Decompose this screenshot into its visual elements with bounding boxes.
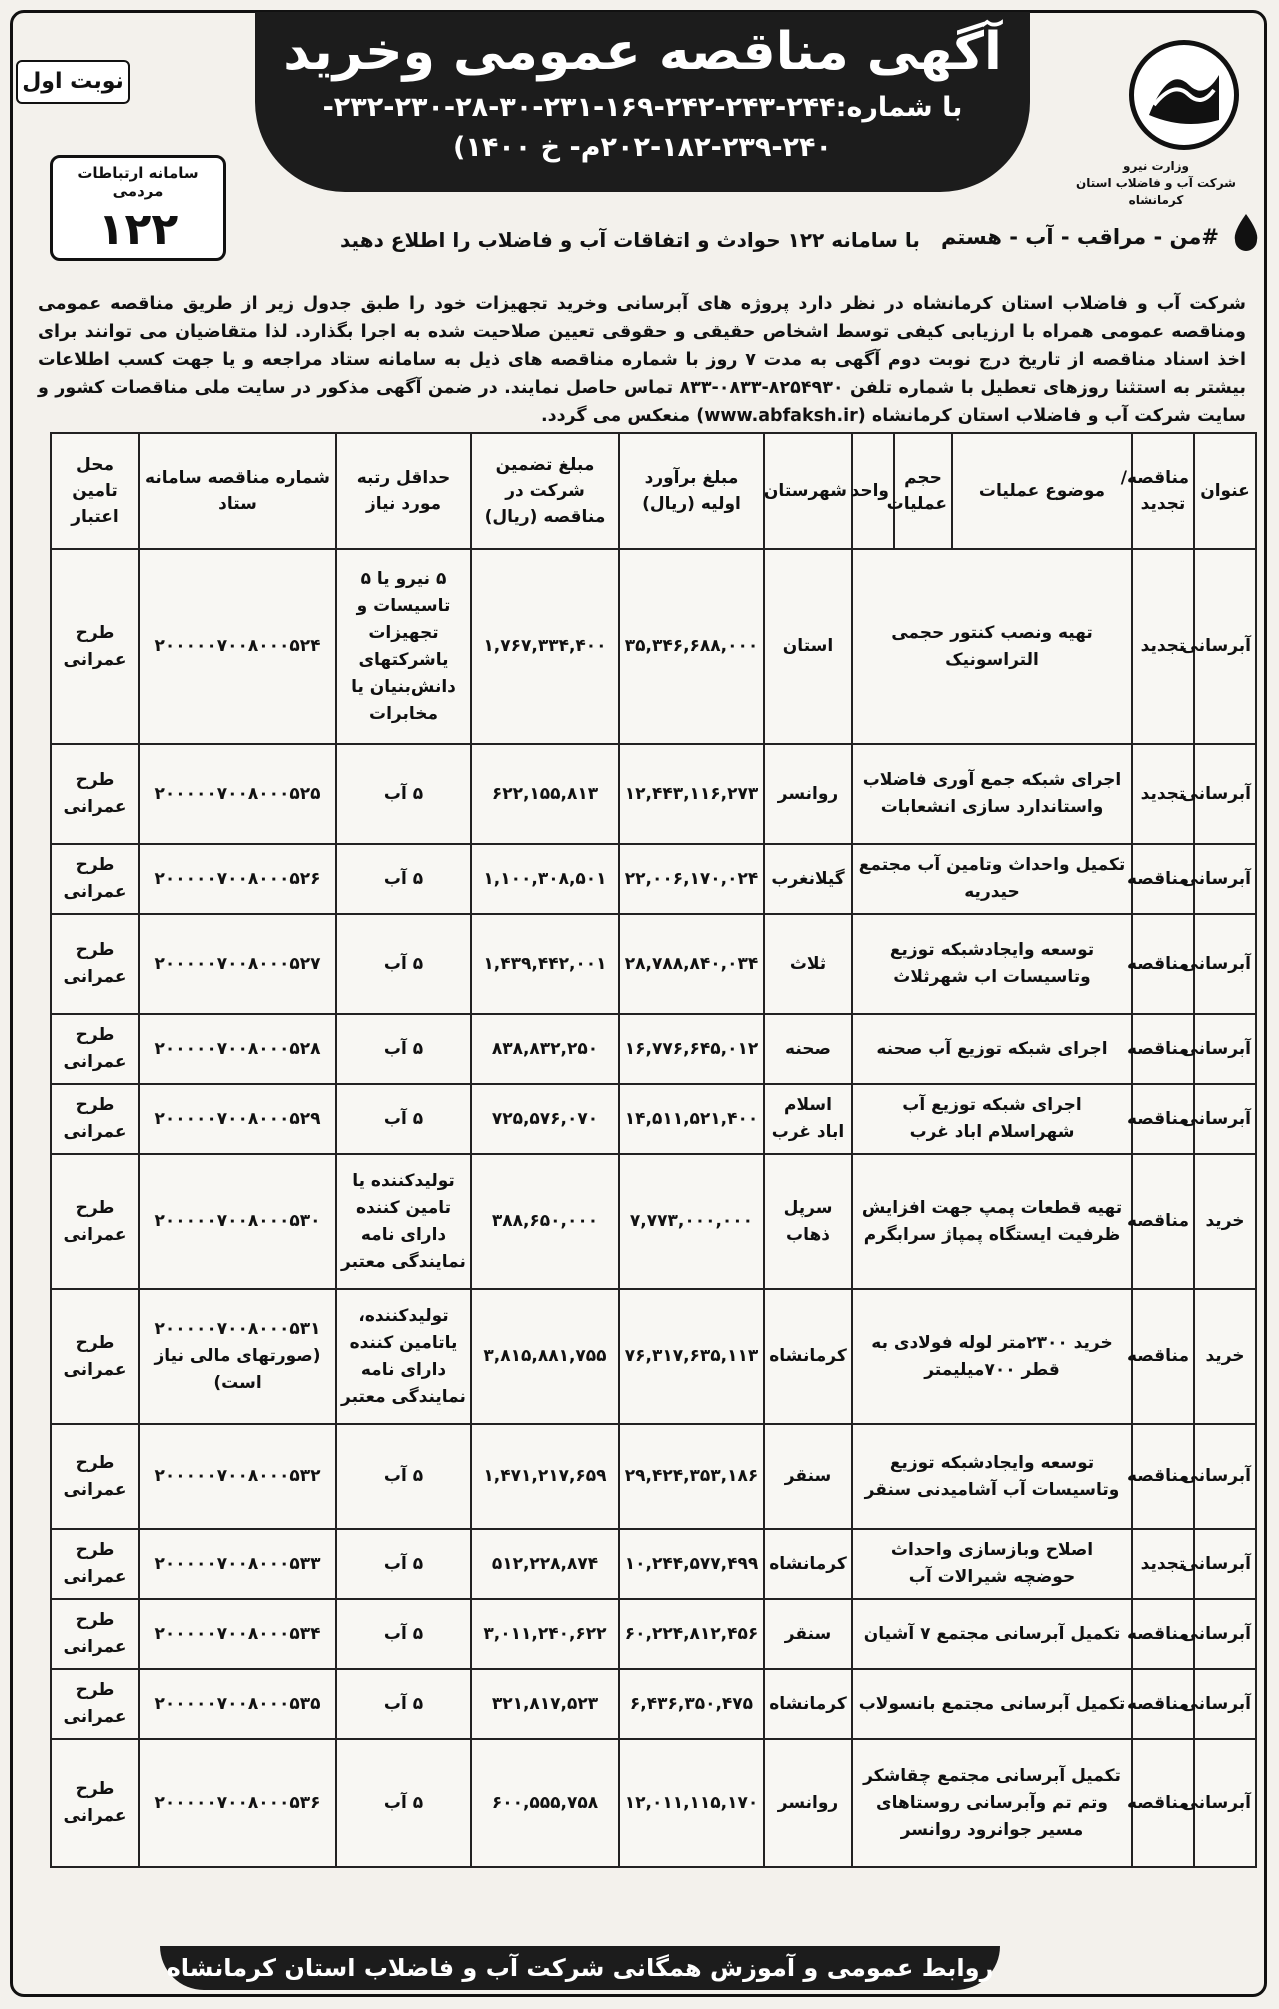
table-cell-city: صحنه [764, 1014, 852, 1084]
table-cell-title: آبرسانی [1194, 1739, 1256, 1867]
table-cell-title: آبرسانی [1194, 1669, 1256, 1739]
table-cell-type: تجدید [1132, 549, 1194, 744]
table-cell-type: مناقصه [1132, 1084, 1194, 1154]
table-cell-fund: طرح عمرانی [51, 1669, 139, 1739]
table-cell-number: ۲۰۰۰۰۰۷۰۰۸۰۰۰۵۳۰ [139, 1154, 336, 1289]
hashtag: #من - مراقب - آب - هستم [940, 225, 1219, 249]
table-cell-city: استان [764, 549, 852, 744]
table-cell-type: تجدید [1132, 1529, 1194, 1599]
table-cell-subject: تکمیل آبرسانی مجتمع ۷ آشیان [852, 1599, 1132, 1669]
table-cell-rank: ۵ آب [336, 1424, 471, 1529]
table-cell-title: خرید [1194, 1154, 1256, 1289]
table-cell-estimate: ۲۸,۷۸۸,۸۴۰,۰۳۴ [619, 914, 764, 1014]
hotline-label: سامانه ارتباطات مردمی [77, 164, 199, 200]
table-cell-number: ۲۰۰۰۰۰۷۰۰۸۰۰۰۵۲۷ [139, 914, 336, 1014]
table-row [51, 914, 1256, 1014]
water-drop-icon [1231, 212, 1261, 252]
hotline-badge [50, 155, 226, 261]
intro-paragraph: شرکت آب و فاضلاب استان کرمانشاه در نظر دارد پروژه های آبرسانی وخرید تجهیزات خود را طبق جدول زیر از طریق مناقصه عمومی ومناقصه عمومی همراه با ارزیابی کیفی توسط اشخاص حقیقی و حقوقی تعیین صلاحیت شده به اجرا بگذارد. لذا متقاضیان می توانند برای اخذ اسناد مناقصه از تاریخ درج نوبت دوم آگهی به مدت ۷ روز با شماره مناقصه های ذیل به سامانه ستاد مراجعه و یا جهت کسب اطلاعات بیشتر به استثنا روزهای تعطیل با شماره تلفن ۸۲۵۴۹۳۰-۰۸۳۳-۸۳۳ تماس حاصل نمایند. در ضمن آگهی مذکور در سایت ملی مناقصات کشور و سایت شرکت آب و فاضلاب استان کرمانشاه (www.abfaksh.ir) منعکس می گردد. [38, 294, 1247, 426]
table-cell-fund: طرح عمرانی [51, 914, 139, 1014]
table-cell-number: ۲۰۰۰۰۰۷۰۰۸۰۰۰۵۲۹ [139, 1084, 336, 1154]
ministry-name: وزارت نیرو [1123, 159, 1189, 173]
table-cell-number: ۲۰۰۰۰۰۷۰۰۸۰۰۰۵۳۴ [139, 1599, 336, 1669]
table-cell-title: آبرسانی [1194, 844, 1256, 914]
table-cell-estimate: ۱۴,۵۱۱,۵۲۱,۴۰۰ [619, 1084, 764, 1154]
table-cell-fund: طرح عمرانی [51, 1014, 139, 1084]
table-cell-title: آبرسانی [1194, 914, 1256, 1014]
table-cell-subject: اصلاح وبازسازی واحداث حوضچه شیرالات آب [852, 1529, 1132, 1599]
table-cell-fund: طرح عمرانی [51, 844, 139, 914]
table-cell-type: مناقصه [1132, 1424, 1194, 1529]
table-cell-rank: ۵ آب [336, 1084, 471, 1154]
company-name: شرکت آب و فاضلاب استان کرمانشاه [1076, 176, 1236, 207]
table-cell-estimate: ۷۶,۳۱۷,۶۳۵,۱۱۳ [619, 1289, 764, 1424]
table-cell-rank: تولیدکننده، یاتامین کننده دارای نامه نمایندگی معتبر [336, 1289, 471, 1424]
table-cell-fund: طرح عمرانی [51, 1289, 139, 1424]
table-cell-city: کرمانشاه [764, 1669, 852, 1739]
table-cell-number: ۲۰۰۰۰۰۷۰۰۸۰۰۰۵۳۶ [139, 1739, 336, 1867]
table-cell-title: خرید [1194, 1289, 1256, 1424]
table-row [51, 1014, 1256, 1084]
table-row [51, 1529, 1256, 1599]
table-row [51, 549, 1256, 744]
table-cell-type: مناقصه [1132, 1739, 1194, 1867]
table-cell-guarantee: ۶۲۲,۱۵۵,۸۱۳ [471, 744, 619, 844]
table-header-cell: شماره مناقصه سامانه ستاد [139, 433, 336, 549]
table-row [51, 844, 1256, 914]
table-cell-fund: طرح عمرانی [51, 744, 139, 844]
page-title: آگهی مناقصه عمومی وخرید [283, 22, 1002, 82]
table-cell-rank: ۵ آب [336, 1739, 471, 1867]
table-header-cell: موضوع عملیات [952, 433, 1132, 549]
table-cell-subject: تکمیل واحداث وتامین آب مجتمع حیدریه [852, 844, 1132, 914]
table-cell-number: ۲۰۰۰۰۰۷۰۰۸۰۰۰۵۳۵ [139, 1669, 336, 1739]
table-cell-number: ۲۰۰۰۰۰۷۰۰۸۰۰۰۵۲۸ [139, 1014, 336, 1084]
round-label: نوبت اول [16, 60, 130, 104]
table-cell-rank: تولیدکننده یا تامین کننده دارای نامه نمایندگی معتبر [336, 1154, 471, 1289]
table-cell-estimate: ۱۰,۲۴۴,۵۷۷,۴۹۹ [619, 1529, 764, 1599]
table-cell-title: آبرسانی [1194, 744, 1256, 844]
table-cell-rank: ۵ آب [336, 914, 471, 1014]
table-cell-number: ۲۰۰۰۰۰۷۰۰۸۰۰۰۵۲۴ [139, 549, 336, 744]
table-cell-city: سنقر [764, 1599, 852, 1669]
table-cell-city: کرمانشاه [764, 1289, 852, 1424]
table-cell-fund: طرح عمرانی [51, 1599, 139, 1669]
table-cell-subject: تکمیل آبرسانی مجتمع چقاشکر وتم تم وآبرسانی روستاهای مسیر جوانرود روانسر [852, 1739, 1132, 1867]
table-cell-subject: تهیه قطعات پمپ جهت افزایش ظرفیت ایستگاه پمپاژ سرابگرم [852, 1154, 1132, 1289]
table-cell-guarantee: ۵۱۲,۲۲۸,۸۷۴ [471, 1529, 619, 1599]
table-cell-city: کرمانشاه [764, 1529, 852, 1599]
table-cell-title: آبرسانی [1194, 1084, 1256, 1154]
table-cell-guarantee: ۱,۱۰۰,۳۰۸,۵۰۱ [471, 844, 619, 914]
table-row [51, 1599, 1256, 1669]
table-cell-fund: طرح عمرانی [51, 1154, 139, 1289]
table-cell-guarantee: ۳,۸۱۵,۸۸۱,۷۵۵ [471, 1289, 619, 1424]
table-header-cell: واحد [852, 433, 894, 549]
table-cell-type: تجدید [1132, 744, 1194, 844]
logo-caption [1051, 158, 1261, 209]
table-cell-estimate: ۱۲,۴۴۳,۱۱۶,۲۷۳ [619, 744, 764, 844]
table-cell-city: ثلاث [764, 914, 852, 1014]
table-cell-subject: اجرای شبکه توزیع آب شهراسلام اباد غرب [852, 1084, 1132, 1154]
table-cell-subject: توسعه وایجادشبکه توزیع وتاسیسات اب شهرثلاث [852, 914, 1132, 1014]
table-cell-city: اسلام اباد غرب [764, 1084, 852, 1154]
table-cell-city: سرپل ذهاب [764, 1154, 852, 1289]
table-row [51, 1289, 1256, 1424]
table-cell-title: آبرسانی [1194, 1424, 1256, 1529]
table-row [51, 1669, 1256, 1739]
table-cell-rank: ۵ نیرو یا ۵ تاسیسات و تجهیزات یاشرکتهای دانش‌بنیان یا مخابرات [336, 549, 471, 744]
table-cell-subject: تکمیل آبرسانی مجتمع بانسولاب [852, 1669, 1132, 1739]
table-cell-city: سنقر [764, 1424, 852, 1529]
table-cell-guarantee: ۳۲۱,۸۱۷,۵۲۳ [471, 1669, 619, 1739]
table-cell-guarantee: ۳۸۸,۶۵۰,۰۰۰ [471, 1154, 619, 1289]
table-cell-subject: خرید ۲۳۰۰متر لوله فولادی به قطر ۷۰۰میلیمتر [852, 1289, 1132, 1424]
table-cell-estimate: ۲۲,۰۰۶,۱۷۰,۰۲۴ [619, 844, 764, 914]
table-row [51, 1424, 1256, 1529]
table-cell-rank: ۵ آب [336, 1669, 471, 1739]
table-cell-subject: اجرای شبکه جمع آوری فاضلاب واستاندارد سازی انشعابات [852, 744, 1132, 844]
tender-numbers: با شماره:۲۴۴-۲۴۳-۲۴۲-۱۶۹-۲۳۱-۳۰-۲۸-۲۳۰-۲۳۲- ۲۴۰-۲۳۹-۱۸۲-۲۰۲م- خ ۱۴۰۰) [322, 92, 963, 163]
table-cell-subject: اجرای شبکه توزیع آب صحنه [852, 1014, 1132, 1084]
table-header-cell: مناقصه/ تجدید [1132, 433, 1194, 549]
table-cell-estimate: ۶۰,۲۲۴,۸۱۲,۴۵۶ [619, 1599, 764, 1669]
table-row [51, 744, 1256, 844]
table-cell-estimate: ۷,۷۷۳,۰۰۰,۰۰۰ [619, 1154, 764, 1289]
table-cell-subject: توسعه وایجادشبکه توزیع وتاسیسات آب آشامیدنی سنقر [852, 1424, 1132, 1529]
hotline-number: ۱۲۲ [97, 204, 179, 255]
table-cell-fund: طرح عمرانی [51, 1529, 139, 1599]
table-cell-estimate: ۶,۴۳۶,۳۵۰,۴۷۵ [619, 1669, 764, 1739]
table-cell-estimate: ۱۲,۰۱۱,۱۱۵,۱۷۰ [619, 1739, 764, 1867]
table-cell-fund: طرح عمرانی [51, 549, 139, 744]
table-cell-fund: طرح عمرانی [51, 1739, 139, 1867]
table-cell-city: گیلانغرب [764, 844, 852, 914]
table-row [51, 1154, 1256, 1289]
table-header-cell: شهرستان [764, 433, 852, 549]
table-cell-type: مناقصه [1132, 1599, 1194, 1669]
table-cell-number: ۲۰۰۰۰۰۷۰۰۸۰۰۰۵۳۱ (صورتهای مالی نیاز است) [139, 1289, 336, 1424]
table-cell-rank: ۵ آب [336, 1529, 471, 1599]
table-cell-title: آبرسانی [1194, 1529, 1256, 1599]
table-header-cell: مبلغ برآورد اولیه (ریال) [619, 433, 764, 549]
table-cell-number: ۲۰۰۰۰۰۷۰۰۸۰۰۰۵۳۳ [139, 1529, 336, 1599]
table-header-cell: حجم عملیات [894, 433, 952, 549]
table-cell-estimate: ۱۶,۷۷۶,۶۴۵,۰۱۲ [619, 1014, 764, 1084]
table-cell-guarantee: ۱,۴۷۱,۲۱۷,۶۵۹ [471, 1424, 619, 1529]
table-cell-guarantee: ۶۰۰,۵۵۵,۷۵۸ [471, 1739, 619, 1867]
table-header-cell: مبلغ تضمین شرکت در مناقصه (ریال) [471, 433, 619, 549]
table-cell-number: ۲۰۰۰۰۰۷۰۰۸۰۰۰۵۳۲ [139, 1424, 336, 1529]
title-banner [255, 12, 1030, 192]
table-header-cell: عنوان [1194, 433, 1256, 549]
table-cell-type: مناقصه [1132, 1154, 1194, 1289]
table-cell-number: ۲۰۰۰۰۰۷۰۰۸۰۰۰۵۲۶ [139, 844, 336, 914]
table-cell-guarantee: ۳,۰۱۱,۲۴۰,۶۲۲ [471, 1599, 619, 1669]
table-cell-type: مناقصه [1132, 1289, 1194, 1424]
table-header-cell: حداقل رتبه مورد نیاز [336, 433, 471, 549]
table-row [51, 1084, 1256, 1154]
table-header-cell: محل تامین اعتبار [51, 433, 139, 549]
table-cell-fund: طرح عمرانی [51, 1424, 139, 1529]
table-cell-title: آبرسانی [1194, 1599, 1256, 1669]
footer-banner: روابط عمومی و آموزش همگانی شرکت آب و فاضلاب استان کرمانشاه [160, 1946, 1000, 1990]
table-cell-guarantee: ۸۳۸,۸۳۲,۲۵۰ [471, 1014, 619, 1084]
table-cell-title: آبرسانی [1194, 549, 1256, 744]
table-cell-guarantee: ۷۲۵,۵۷۶,۰۷۰ [471, 1084, 619, 1154]
table-cell-rank: ۵ آب [336, 1599, 471, 1669]
table-cell-type: مناقصه [1132, 1014, 1194, 1084]
table-cell-city: روانسر [764, 744, 852, 844]
table-cell-estimate: ۳۵,۳۴۶,۶۸۸,۰۰۰ [619, 549, 764, 744]
table-cell-city: روانسر [764, 1739, 852, 1867]
company-logo-icon [1129, 40, 1239, 150]
table-cell-fund: طرح عمرانی [51, 1084, 139, 1154]
table-cell-rank: ۵ آب [336, 844, 471, 914]
table-cell-estimate: ۲۹,۴۲۴,۳۵۳,۱۸۶ [619, 1424, 764, 1529]
table-cell-subject: تهیه ونصب کنتور حجمی التراسونیک [852, 549, 1132, 744]
table-cell-guarantee: ۱,۴۳۹,۴۴۲,۰۰۱ [471, 914, 619, 1014]
table-cell-guarantee: ۱,۷۶۷,۳۳۴,۴۰۰ [471, 549, 619, 744]
table-cell-rank: ۵ آب [336, 1014, 471, 1084]
table-cell-type: مناقصه [1132, 914, 1194, 1014]
table-row [51, 1739, 1256, 1867]
table-cell-rank: ۵ آب [336, 744, 471, 844]
table-cell-number: ۲۰۰۰۰۰۷۰۰۸۰۰۰۵۲۵ [139, 744, 336, 844]
tenders-table [50, 432, 1257, 1868]
table-cell-type: مناقصه [1132, 1669, 1194, 1739]
report-notice: با سامانه ۱۲۲ حوادث و اتفاقات آب و فاضلاب را اطلاع دهید [340, 228, 920, 252]
table-header-row [51, 433, 1256, 549]
table-cell-title: آبرسانی [1194, 1014, 1256, 1084]
table-cell-type: مناقصه [1132, 844, 1194, 914]
